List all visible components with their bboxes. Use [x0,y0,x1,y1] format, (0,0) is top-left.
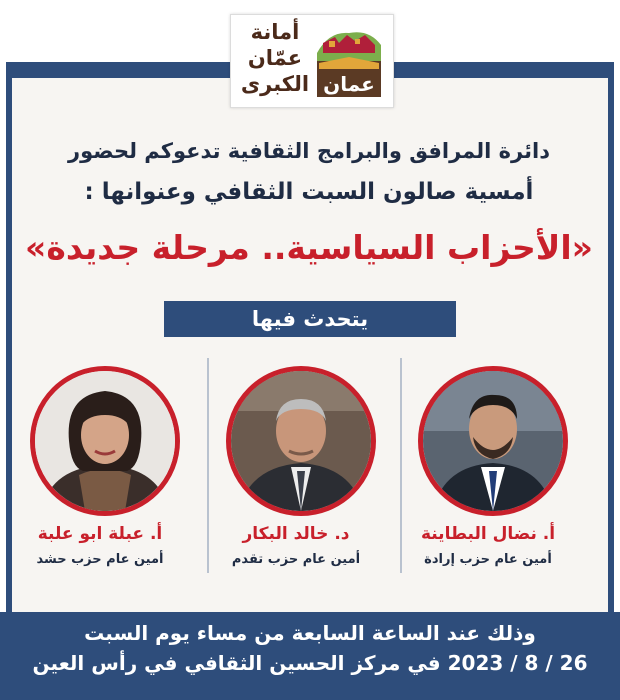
speaker-name: أ. عبلة ابو علبة [37,524,163,544]
frame-right-bar [608,65,614,620]
speakers-banner: يتحدث فيها [164,301,456,337]
speaker-role: أمين عام حزب تقدم [231,552,361,567]
footer-time: وذلك عند الساعة السابعة من مساء يوم السبت [84,621,536,645]
speaker-name: د. خالد البكار [242,524,350,544]
logo-wordmark [239,19,311,97]
logo-line-3: الكبرى [240,72,310,96]
speaker-role: أمين عام حزب إرادة [424,552,552,567]
invitation-text: دائرة المرافق والبرامج الثقافية تدعوكم لحضور [68,139,550,163]
logo-line-2: عمّان [247,46,303,70]
speaker-portrait-icon [35,371,175,511]
speaker-portrait-icon [423,371,563,511]
speaker-photo-3 [30,366,180,516]
logo-line-1: أمانة [250,20,300,44]
logo-emblem-icon [309,23,387,103]
speaker-photo-1 [418,366,568,516]
logo-mark-text: عمان [323,72,375,96]
speaker-photo-2 [226,366,376,516]
footer-date-venue: 26 / 8 / 2023 في مركز الحسين الثقافي في رأس العين [32,651,588,675]
speaker-portrait-icon [231,371,371,511]
event-title: أمسية صالون السبت الثقافي وعنوانها : [84,179,534,205]
speaker-name: أ. نضال البطاينة [420,524,556,544]
topic-title: «الأحزاب السياسية.. مرحلة جديدة» [25,228,593,267]
gam-logo [230,14,394,108]
speaker-role: أمين عام حزب حشد [36,552,164,567]
